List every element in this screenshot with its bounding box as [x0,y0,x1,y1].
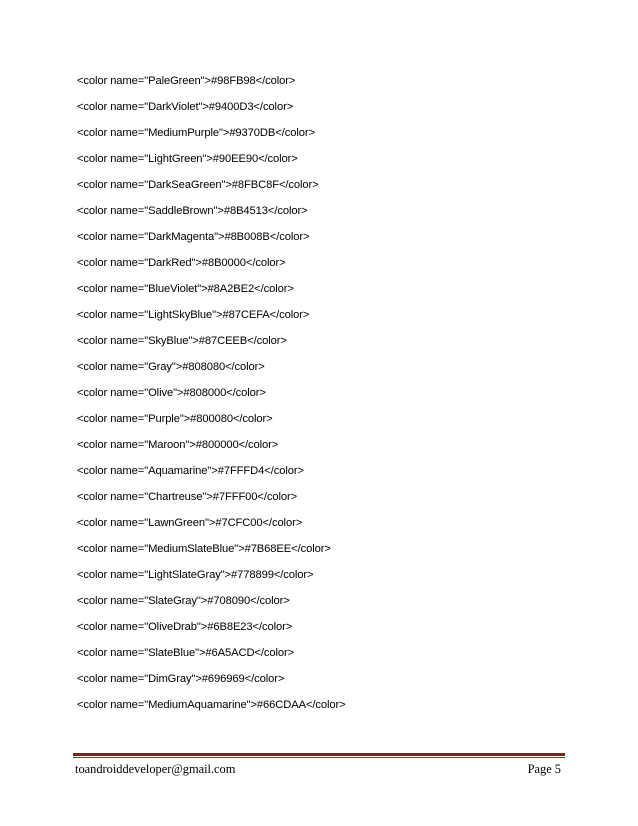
code-line: <color name="LightSkyBlue">#87CEFA</color> [77,309,310,321]
page-footer [73,759,565,779]
code-line: <color name="MediumPurple">#9370DB</color> [77,127,315,139]
code-line: <color name="SlateGray">#708090</color> [77,595,290,607]
code-line: <color name="Aquamarine">#7FFFD4</color> [77,465,304,477]
code-line: <color name="LightGreen">#90EE90</color> [77,153,298,165]
code-line: <color name="BlueViolet">#8A2BE2</color> [77,283,294,295]
code-line: <color name="DarkSeaGreen">#8FBC8F</color> [77,179,319,191]
code-line: <color name="Purple">#800080</color> [77,413,273,425]
code-line: <color name="DarkViolet">#9400D3</color> [77,101,294,113]
footer-divider-thin [73,757,565,758]
code-line: <color name="DimGray">#696969</color> [77,673,285,685]
code-line: <color name="LightSlateGray">#778899</color> [77,569,314,581]
footer-email: toandroiddeveloper@gmail.com [75,762,236,776]
code-line: <color name="MediumSlateBlue">#7B68EE</color> [77,543,331,555]
code-line: <color name="Chartreuse">#7FFF00</color> [77,491,298,503]
footer-divider-thick [73,753,565,756]
code-line: <color name="Gray">#808080</color> [77,361,265,373]
code-line: <color name="PaleGreen">#98FB98</color> [77,75,296,87]
code-line: <color name="SkyBlue">#87CEEB</color> [77,335,287,347]
code-line: <color name="Olive">#808000</color> [77,387,266,399]
code-line: <color name="DarkMagenta">#8B008B</color> [77,231,310,243]
code-line: <color name="SlateBlue">#6A5ACD</color> [77,647,295,659]
code-line: <color name="Maroon">#800000</color> [77,439,279,451]
code-line: <color name="MediumAquamarine">#66CDAA</color> [77,699,346,711]
code-line: <color name="LawnGreen">#7CFC00</color> [77,517,303,529]
code-line: <color name="DarkRed">#8B0000</color> [77,257,286,269]
code-line: <color name="SaddleBrown">#8B4513</color> [77,205,308,217]
page-number: Page 5 [527,762,561,776]
code-line: <color name="OliveDrab">#6B8E23</color> [77,621,293,633]
